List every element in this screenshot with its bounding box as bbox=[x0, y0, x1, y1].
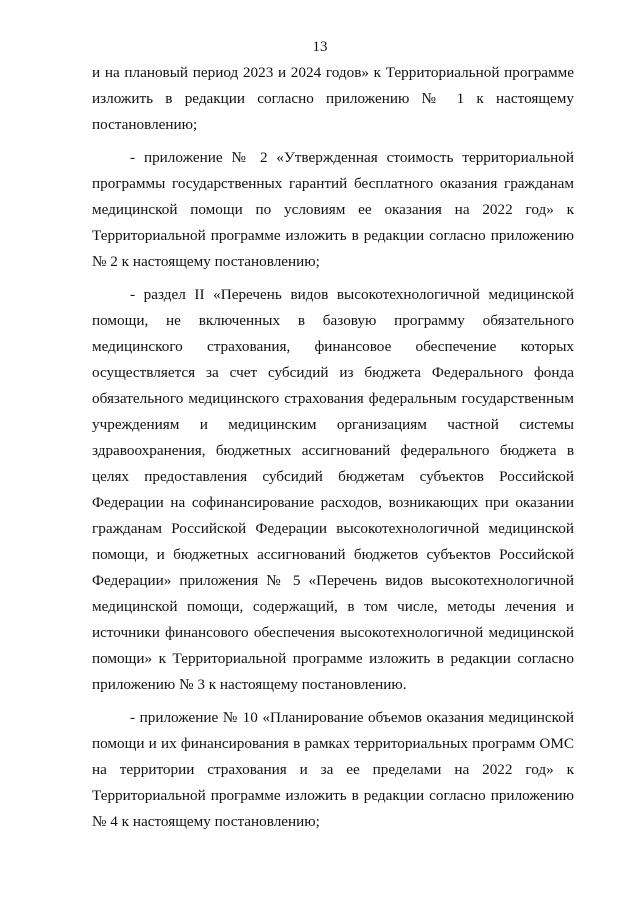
paragraph-appendix-10: - приложение № 10 «Планирование объемов оказания медицинской помощи и их финансирования в рамках территориальных программ ОМС на территории страхования и за ее пределами на 2022 год» к Территориальной программе изложить в редакции согласно приложению № 4 к настоящему постановлению; bbox=[92, 709, 574, 830]
paragraph-appendix-2: - приложение № 2 «Утвержденная стоимость территориальной программы государственных гарантий бесплатного оказания гражданам медицинской помощи по условиям ее оказания на 2022 год» к Территориальной программе изложить в редакции согласно приложению № 2 к настоящему постановлению; bbox=[92, 149, 574, 270]
document-body bbox=[92, 60, 574, 835]
paragraph-section-2: - раздел II «Перечень видов высокотехнологичной медицинской помощи, не включенных в базовую программу обязательного медицинского страхования, финансовое обеспечение которых осуществляется за счет субсидий из бюджета Федерального фонда обязательного медицинского страхования федеральным государственным учреждениям и медицинским организациям частной системы здравоохранения, бюджетных ассигнований федерального бюджета в целях предоставления субсидий бюджетам субъектов Российской Федерации на софинансирование расходов, возникающих при оказании гражданам Российской Федерации высокотехнологичной медицинской помощи, и бюджетных ассигнований бюджетов субъектов Российской Федерации» приложения № 5 «Перечень видов высокотехнологичной медицинской помощи, содержащий, в том числе, методы лечения и источники финансового обеспечения высокотехнологичной медицинской помощи» к Территориальной программе изложить в редакции согласно приложению № 3 к настоящему постановлению. bbox=[92, 286, 574, 693]
page-number: 13 bbox=[312, 39, 328, 55]
paragraph-continuation: и на плановый период 2023 и 2024 годов» к Территориальной программе изложить в редакции согласно приложению № 1 к настоящему постановлению; bbox=[92, 64, 574, 133]
